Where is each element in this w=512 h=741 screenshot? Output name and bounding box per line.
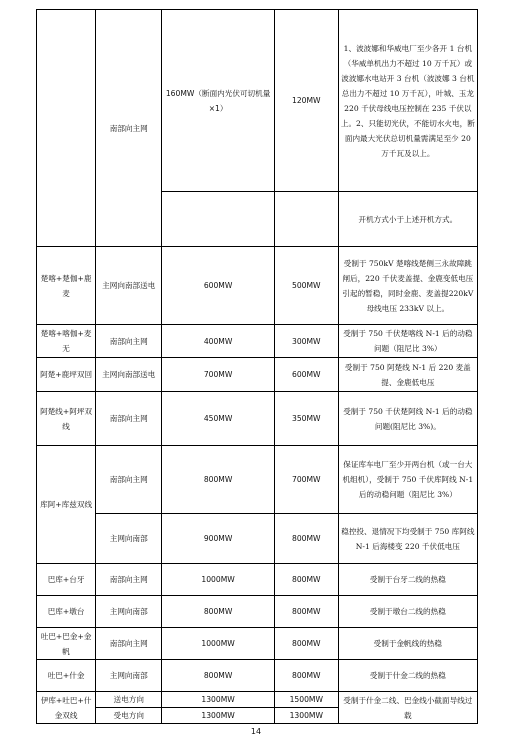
section-cell: 吐巴+什金: [37, 660, 96, 692]
stat-cell: 800MW: [274, 628, 338, 660]
table-row: [37, 692, 478, 708]
note-cell: 稳控投、退情况下均受制于 750 库阿线 N-1 后海楼变 220 千伏低电压: [338, 514, 477, 564]
stat-cell: 800MW: [274, 596, 338, 628]
stat-cell: 350MW: [274, 392, 338, 446]
section-cell: [37, 10, 96, 247]
limit-cell: 900MW: [162, 514, 275, 564]
limit-cell: 400MW: [162, 325, 275, 358]
table-row: [37, 392, 478, 446]
direction-cell: 主网向南部: [96, 596, 162, 628]
note-cell: 1、波波娜和华威电厂至少各开 1 台机（华威单机出力不超过 10 万千瓦）或波波娜水电站开 3 台机（波波娜 3 台机总出力不超过 10 万千瓦），叶城、玉龙 220 千伏母线电压控制在 235 千伏以上。2、只能切光伏，不能切水火电，断面内最大光伏总切机量需满足至少 20 万千瓦及以上。: [338, 10, 477, 192]
table-row: [37, 358, 478, 392]
limit-cell: 600MW: [162, 247, 275, 325]
direction-cell: 南部向主网: [96, 564, 162, 596]
section-cell: 巴库+台牙: [37, 564, 96, 596]
stat-cell: [274, 192, 338, 247]
table-row: [37, 660, 478, 692]
note-cell: 受制于 750 阿楚线 N-1 后 220 麦盖提、金鹿低电压: [338, 358, 477, 392]
table-row: [37, 325, 478, 358]
direction-cell: 南部向主网: [96, 10, 162, 247]
limit-cell: 1000MW: [162, 628, 275, 660]
section-cell: 巴库+墩台: [37, 596, 96, 628]
stat-cell: 800MW: [274, 514, 338, 564]
direction-cell: 受电方向: [96, 708, 162, 724]
section-cell: 阿楚+鹿坪双回: [37, 358, 96, 392]
limit-cell: 160MW（断面内光伏可切机量×1）: [162, 10, 275, 192]
limit-cell: 1000MW: [162, 564, 275, 596]
section-cell: 伊库+吐巴+什金双线: [37, 692, 96, 724]
note-cell: 受制于金帆线的热稳: [338, 628, 477, 660]
table-row: [37, 564, 478, 596]
table-row: [37, 596, 478, 628]
section-limits-table: [36, 9, 478, 724]
direction-cell: 主网向南部送电: [96, 247, 162, 325]
stat-cell: 300MW: [274, 325, 338, 358]
direction-cell: 送电方向: [96, 692, 162, 708]
note-cell: 受制于 750 千伏楚阿线 N-1 后的动稳问题(阻尼比 3%)。: [338, 392, 477, 446]
stat-cell: 700MW: [274, 446, 338, 514]
limit-cell: 800MW: [162, 446, 275, 514]
note-cell: 保证库车电厂至少开两台机（或一台大机组机），受制于 750 千伏库阿线 N-1 后的动稳问题（阻尼比 3%）: [338, 446, 477, 514]
note-cell: 受制于什金二线、巴金线小截面导线过载: [338, 692, 477, 724]
note-cell: 受制于什金二线的热稳: [338, 660, 477, 692]
limit-cell: 1300MW: [162, 708, 275, 724]
section-cell: 楚喀+楚伽+鹿麦: [37, 247, 96, 325]
limit-cell: 800MW: [162, 660, 275, 692]
stat-cell: 1300MW: [274, 708, 338, 724]
limit-cell: 800MW: [162, 596, 275, 628]
note-cell: 受制于 750kV 楚喀线楚侧三永故障跳闸后，220 千伏麦盖提、金鹿变低电压引起的暂稳，同时金鹿、麦盖提220kV 母线电压 233kV 以上。: [338, 247, 477, 325]
section-cell: 吐巴+巴金+金帆: [37, 628, 96, 660]
direction-cell: 主网向南部送电: [96, 358, 162, 392]
table-row: [37, 247, 478, 325]
section-cell: 阿楚线+阿坪双线: [37, 392, 96, 446]
section-cell: 库阿+库兹双线: [37, 446, 96, 564]
stat-cell: 600MW: [274, 358, 338, 392]
limit-cell: 700MW: [162, 358, 275, 392]
direction-cell: 南部向主网: [96, 628, 162, 660]
note-cell: 受制于 750 千伏楚喀线 N-1 后的动稳问题（阻尼比 3%）: [338, 325, 477, 358]
stat-cell: 120MW: [274, 10, 338, 192]
direction-cell: 主网向南部: [96, 660, 162, 692]
stat-cell: 800MW: [274, 660, 338, 692]
direction-cell: 南部向主网: [96, 392, 162, 446]
direction-cell: 主网向南部: [96, 514, 162, 564]
note-cell: 受制于墩台二线的热稳: [338, 596, 477, 628]
stat-cell: 800MW: [274, 564, 338, 596]
page-number: 14: [250, 727, 262, 736]
direction-cell: 南部向主网: [96, 446, 162, 514]
stat-cell: 1500MW: [274, 692, 338, 708]
limit-cell: 1300MW: [162, 692, 275, 708]
limit-cell: 450MW: [162, 392, 275, 446]
stat-cell: 500MW: [274, 247, 338, 325]
note-cell: 开机方式小于上述开机方式。: [338, 192, 477, 247]
table-row: [37, 446, 478, 514]
section-cell: 楚喀+喀伽+麦无: [37, 325, 96, 358]
direction-cell: 南部向主网: [96, 325, 162, 358]
table-row: [37, 628, 478, 660]
table-row: [37, 514, 478, 564]
limit-cell: [162, 192, 275, 247]
note-cell: 受制于台牙二线的热稳: [338, 564, 477, 596]
table-row: [37, 10, 478, 192]
